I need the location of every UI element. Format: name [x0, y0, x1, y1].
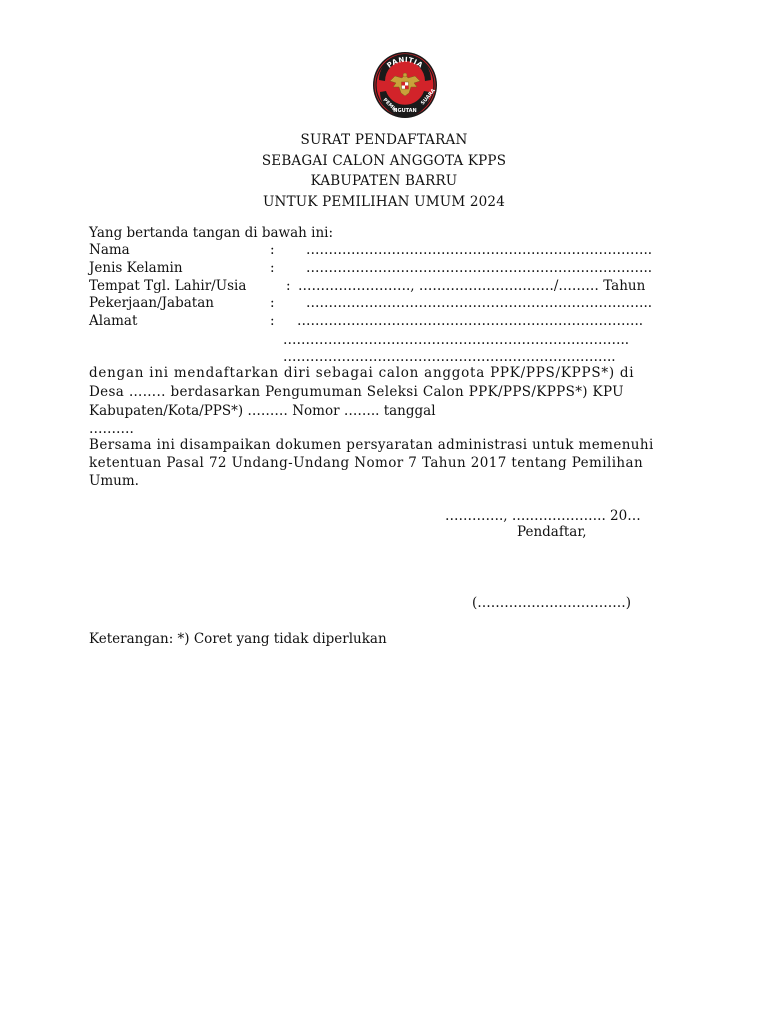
field-value-blank[interactable]: ………………………………………………………………….. — [297, 313, 644, 329]
paragraph-1-line-2: Desa …….. berdasarkan Pengumuman Seleksi Calon PPK/PPS/KPPS*) KPU — [89, 384, 624, 400]
alamat-line-2[interactable]: ………………………………………………………………….. — [283, 332, 630, 348]
field-colon: : — [286, 278, 291, 294]
field-value-blank[interactable]: ………………………………………………………………….. — [306, 260, 653, 276]
title-line-3: KABUPATEN BARRU — [310, 173, 458, 189]
field-colon: : — [270, 242, 275, 258]
document-title-block — [0, 130, 768, 212]
footnote: Keterangan: *) Coret yang tidak diperlukan — [89, 631, 387, 647]
field-colon: : — [270, 260, 275, 276]
title-line-1: SURAT PENDAFTARAN — [300, 132, 468, 148]
paragraph-1-line-4: ………. — [89, 421, 134, 437]
logo-top-text: PANITIA — [385, 55, 425, 70]
title-line-2: SEBAGAI CALON ANGGOTA KPPS — [261, 152, 507, 169]
paragraph-2-line-2: ketentuan Pasal 72 Undang-Undang Nomor 7 Tahun 2017 tentang Pemilihan — [89, 455, 644, 471]
alamat-line-3[interactable]: ……………………………………………………………….. — [283, 349, 616, 365]
field-colon: : — [270, 313, 275, 329]
logo-bottom-left-text: PEMU — [381, 97, 398, 113]
paragraph-2-line-1: Bersama ini disampaikan dokumen persyaratan administrasi untuk memenuhi — [89, 437, 654, 453]
field-label: Pekerjaan/Jabatan — [89, 295, 214, 311]
field-label: Alamat — [89, 313, 138, 329]
field-label: Nama — [89, 242, 130, 258]
intro-text: Yang bertanda tangan di bawah ini: — [89, 225, 334, 241]
field-value-blank[interactable]: ………………………………………………………………….. — [306, 242, 653, 258]
title-line-4: UNTUK PEMILIHAN UMUM 2024 — [262, 193, 505, 210]
logo-bottom-mid-text: NGUTAN — [393, 108, 417, 114]
logo-bottom-right-text: SUARA — [419, 87, 437, 107]
paragraph-2-line-3: Umum. — [89, 473, 139, 489]
kpu-panitia-logo — [370, 50, 440, 120]
field-label: Jenis Kelamin — [89, 260, 183, 276]
field-value-blank[interactable]: ………………………………………………………………….. — [306, 295, 653, 311]
signature-role: Pendaftar, — [517, 524, 587, 540]
paragraph-1-line-1: dengan ini mendaftarkan diri sebagai calon anggota PPK/PPS/KPPS*) di — [89, 365, 635, 381]
field-colon: : — [270, 295, 275, 311]
signature-name-blank[interactable]: (……………………………) — [472, 595, 632, 611]
field-value-blank[interactable]: ……………………., …………………………/……… Tahun — [298, 278, 646, 294]
signature-place-date[interactable]: …………., ….…………….. 20… — [445, 508, 641, 524]
field-label: Tempat Tgl. Lahir/Usia — [89, 278, 247, 294]
paragraph-1-line-3: Kabupaten/Kota/PPS*) ……… Nomor …….. tanggal — [89, 403, 436, 419]
